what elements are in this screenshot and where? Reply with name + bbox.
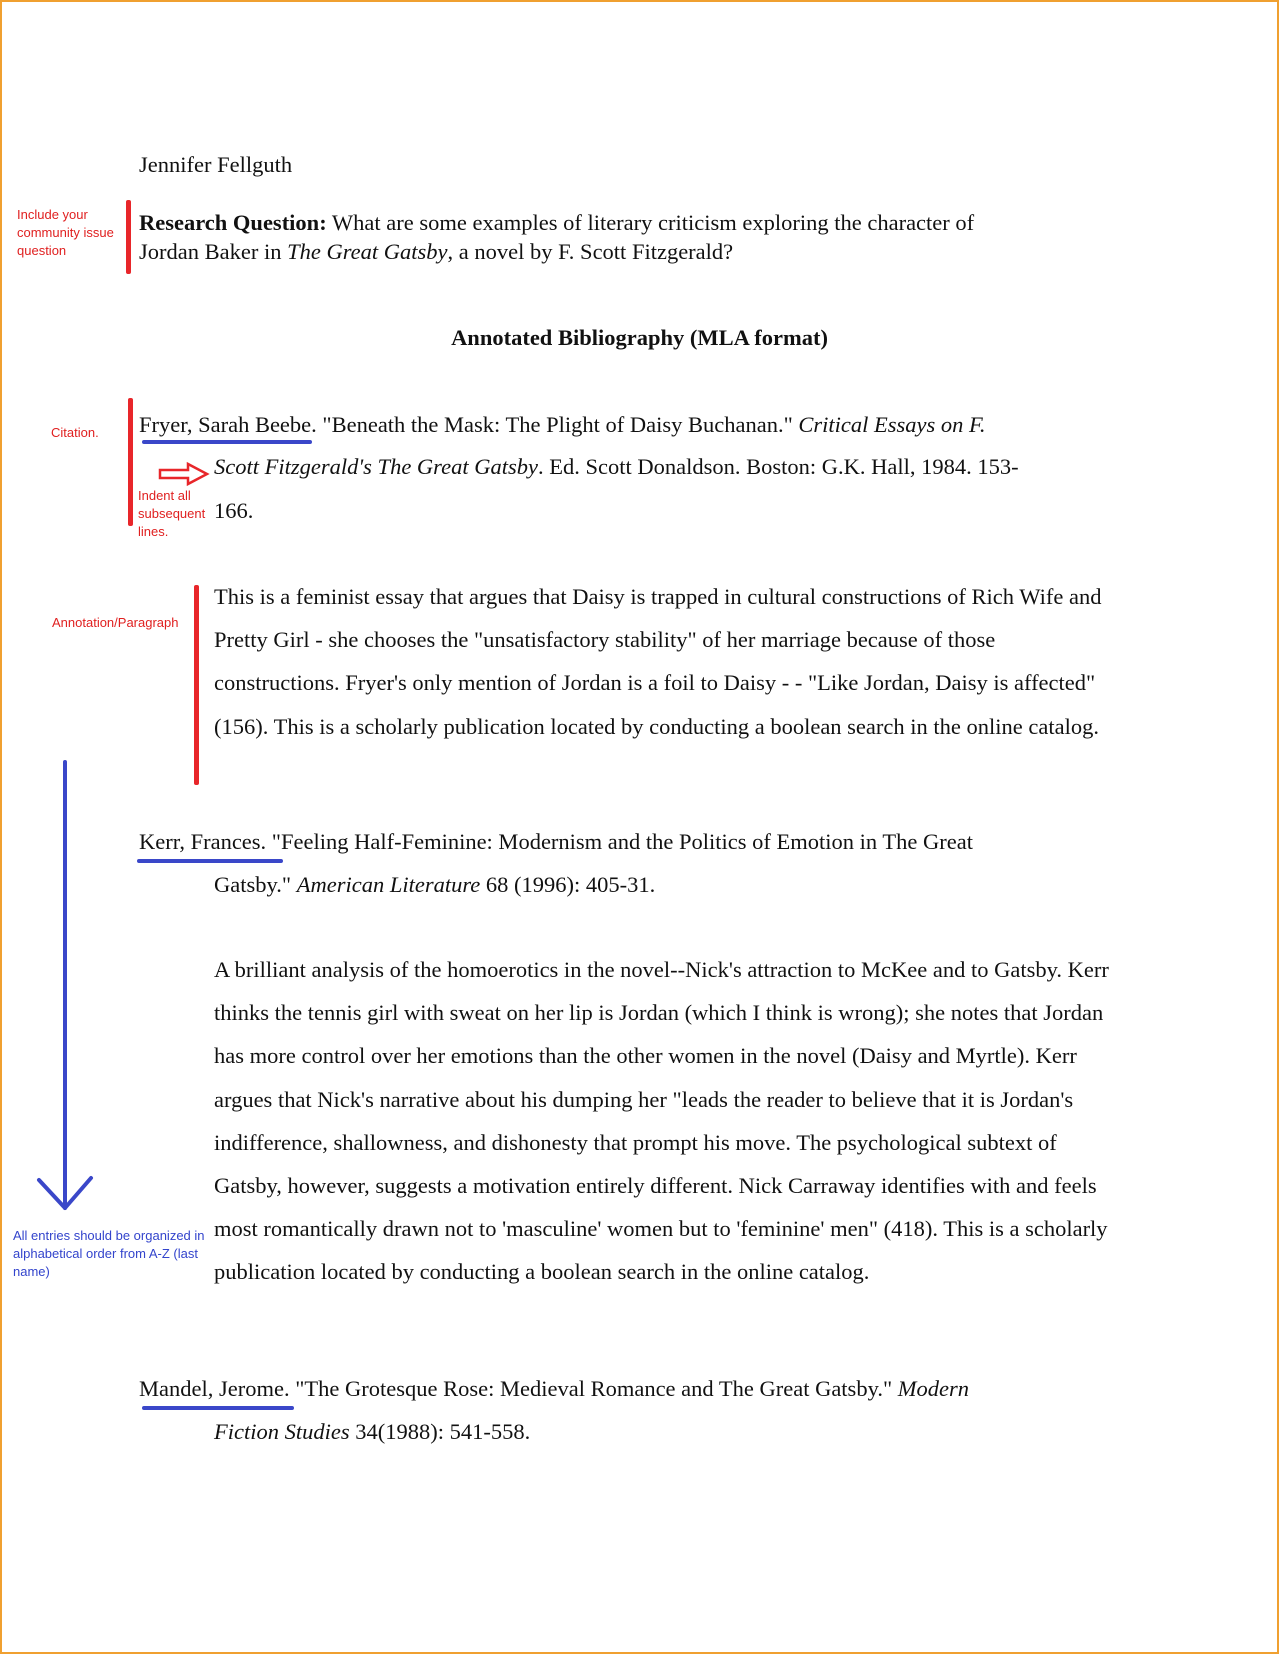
author-underline-fryer xyxy=(142,440,312,444)
author-underline-kerr xyxy=(137,859,283,863)
citation-italic: Scott Fitzgerald's The Great Gatsby xyxy=(214,454,538,479)
red-bracket-annotation xyxy=(194,585,199,785)
page-heading: Annotated Bibliography (MLA format) xyxy=(451,325,828,350)
citation-text: "Feeling Half-Feminine: Modernism and the Politics of Emotion in The Great xyxy=(266,829,973,854)
red-bracket-question xyxy=(126,200,131,274)
citation-fryer-line-1 xyxy=(139,411,986,439)
red-bracket-citation xyxy=(128,398,133,526)
citation-fryer-line-2 xyxy=(214,453,1019,481)
down-arrow-icon xyxy=(34,760,96,1212)
citation-text: Gatsby." xyxy=(214,872,297,897)
citation-text: 34(1988): 541-558. xyxy=(349,1419,531,1444)
citation-text: 68 (1996): 405-31. xyxy=(480,872,656,897)
research-question-line-2 xyxy=(139,238,733,266)
citation-italic: Modern xyxy=(897,1376,970,1401)
rq-line2-pre: Jordan Baker in xyxy=(139,239,288,264)
citation-kerr-line-1 xyxy=(139,828,973,856)
citation-mandel-line-2 xyxy=(214,1418,530,1446)
research-question-text: What are some examples of literary criticism exploring the character of xyxy=(331,210,975,235)
citation-text: "The Grotesque Rose: Medieval Romance and The Great Gatsby." xyxy=(289,1376,898,1401)
citation-italic: American Literature xyxy=(296,872,481,897)
citation-text: . "Beneath the Mask: The Plight of Daisy Buchanan." xyxy=(311,412,799,437)
annotation-indent: Indent all subsequent lines. xyxy=(138,488,206,539)
indent-arrow-icon xyxy=(158,461,210,487)
annotation-paragraph-kerr: A brilliant analysis of the homoerotics in the novel--Nick's attraction to McKee and to Gatsby. Kerr thinks the tennis girl with sweat on her lip is Jordan (which I think is wrong); she notes that Jordan has more control over her emotions than the other women in the novel (Daisy and Myrtle). Kerr argues that Nick's narrative about his dumping her "leads the reader to believe that it is Jordan's indifference, shallowness, and dishonesty that prompt his move. The psychological subtext of Gatsby, however, suggests a motivation entirely different. Nick Carraway identifies with and feels most romantically drawn not to 'masculine' women but to 'feminine' men" (418). This is a scholarly publication located by conducting a boolean search in the online catalog. xyxy=(214,957,1109,1285)
novel-title: The Great Gatsby xyxy=(287,239,448,264)
annotation-paragraph-fryer: This is a feminist essay that argues that Daisy is trapped in cultural constructions of Rich Wife and Pretty Girl - she chooses the "unsatisfactory stability" of her marriage because of those constructions. Fryer's only mention of Jordan is a foil to Daisy - - "Like Jordan, Daisy is affected" (156). This is a scholarly publication located by conducting a boolean search in the online catalog. xyxy=(214,584,1102,739)
citation-kerr-line-2 xyxy=(214,871,655,899)
annotation-community-issue: Include your community issue question xyxy=(17,207,114,258)
citation-fryer-line-3: 166. xyxy=(214,498,254,523)
rq-line2-post: , a novel by F. Scott Fitzgerald? xyxy=(447,239,734,264)
citation-text: . Ed. Scott Donaldson. Boston: G.K. Hall, 1984. 153- xyxy=(537,454,1019,479)
citation-mandel-line-1 xyxy=(139,1375,969,1403)
citation-author: Mandel, Jerome. xyxy=(139,1376,290,1401)
annotation-alphabetical: All entries should be organized in alphabetical order from A-Z (last name) xyxy=(13,1228,205,1279)
citation-italic: Critical Essays on F. xyxy=(798,412,986,437)
annotation-citation: Citation. xyxy=(51,425,99,440)
research-question-label: Research Question: xyxy=(139,210,327,235)
author-name: Jennifer Fellguth xyxy=(139,152,293,177)
research-question-line-1 xyxy=(139,209,974,237)
citation-author: Fryer, Sarah Beebe xyxy=(139,412,312,437)
annotation-paragraph-label: Annotation/Paragraph xyxy=(52,615,179,630)
citation-author: Kerr, Frances. xyxy=(139,829,267,854)
citation-italic: Fiction Studies xyxy=(214,1419,350,1444)
author-underline-mandel xyxy=(142,1406,294,1410)
